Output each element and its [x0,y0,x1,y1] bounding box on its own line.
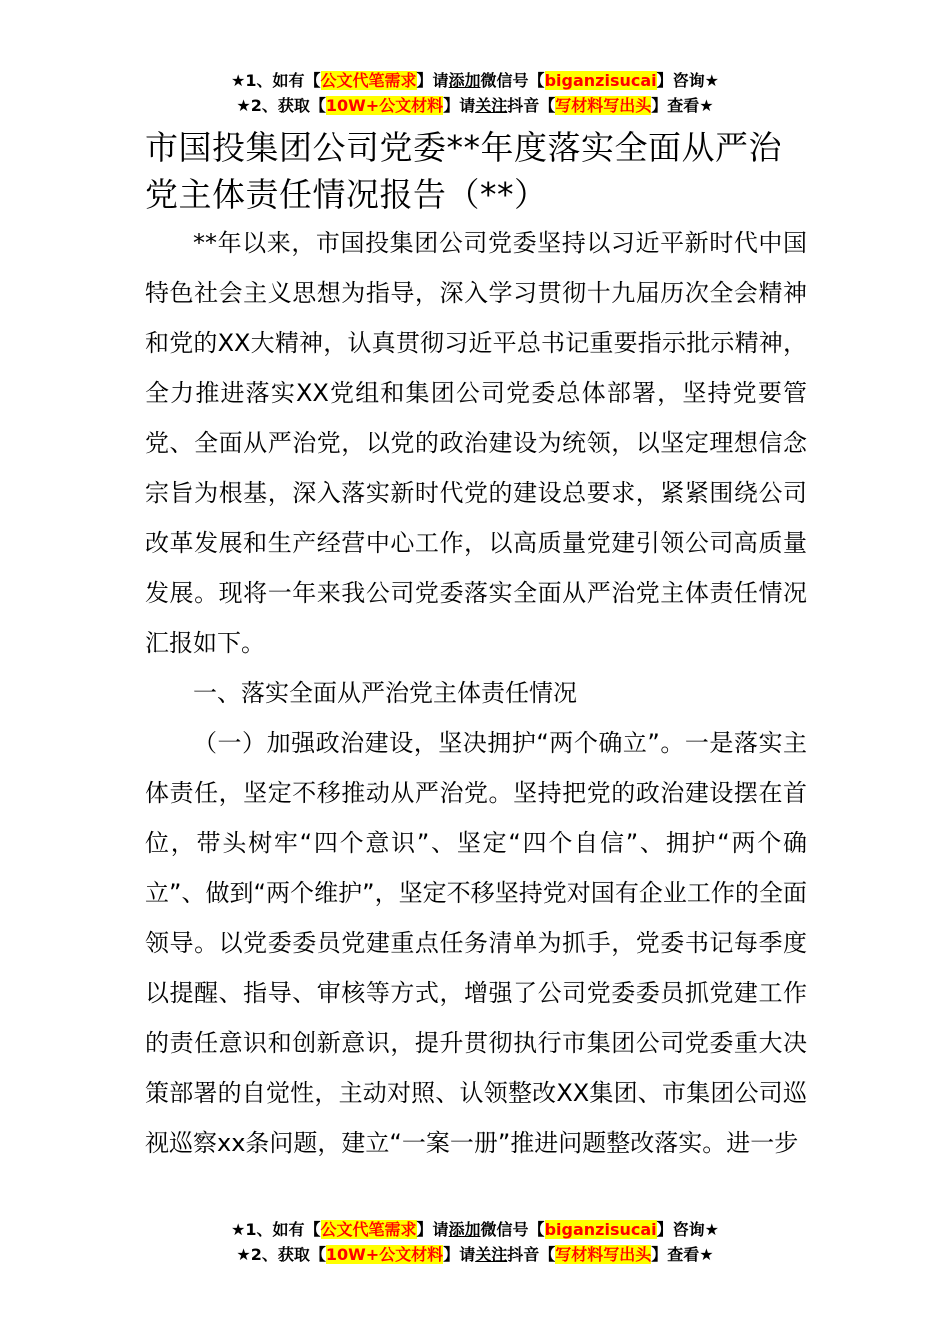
section-paragraph: （一）加强政治建设，坚决拥护“两个确立”。一是落实主体责任，坚定不移推动从严治党。坚持把党的政治建设摆在首位，带头树牢“四个意识”、坚定“四个自信”、拥护“两个确立”、做到“两个维护”，坚定不移坚持党对国有企业工作的全面领导。以党委委员党建重点任务清单为抓手，党委书记每季度以提醒、指导、审核等方式，增强了公司党委委员抓党建工作的责任意识和创新意识，提升贯彻执行市集团公司党委重大决策部署的自觉性，主动对照、认领整改XX集团、市集团公司巡视巡察xx条问题，建立“一案一册”推进问题整改落实。进一步 [145,729,807,1157]
banner-line-1: ★1、如有【公文代笔需求】请添加微信号【biganzisucai】咨询★ [231,1220,719,1239]
highlight-wechat-id: biganzisucai [544,71,657,90]
highlight-materials: 10W+公文材料 [325,1245,444,1264]
header-banner [0,68,950,118]
highlight-wechat-id: biganzisucai [544,1220,657,1239]
banner-line-2: ★2、获取【10W+公文材料】请关注抖音【写材料写出头】查看★ [236,1245,714,1264]
intro-paragraph: **年以来，市国投集团公司党委坚持以习近平新时代中国特色社会主义思想为指导，深入学习贯彻十九届历次全会精神和党的XX大精神，认真贯彻习近平总书记重要指示批示精神，全力推进落实XX党组和集团公司党委总体部署，坚持党要管党、全面从严治党，以党的政治建设为统领，以坚定理想信念宗旨为根基，深入落实新时代党的建设总要求，紧紧围绕公司改革发展和生产经营中心工作，以高质量党建引领公司高质量发展。现将一年来我公司党委落实全面从严治党主体责任情况汇报如下。 [145,229,807,657]
document-title: 市国投集团公司党委**年度落实全面从严治党主体责任情况报告（**） [145,128,782,214]
highlight-douyin: 写材料写出头 [555,96,652,115]
highlight-materials: 10W+公文材料 [325,96,444,115]
highlight-demand: 公文代笔需求 [320,71,417,90]
section-heading: 一、落实全面从严治党主体责任情况 [193,679,577,707]
banner-line-2: ★2、获取【10W+公文材料】请关注抖音【写材料写出头】查看★ [236,96,714,115]
highlight-douyin: 写材料写出头 [555,1245,652,1264]
highlight-demand: 公文代笔需求 [320,1220,417,1239]
banner-line-1: ★1、如有【公文代笔需求】请添加微信号【biganzisucai】咨询★ [231,71,719,90]
footer-banner [0,1217,950,1267]
document-body [145,124,807,1168]
